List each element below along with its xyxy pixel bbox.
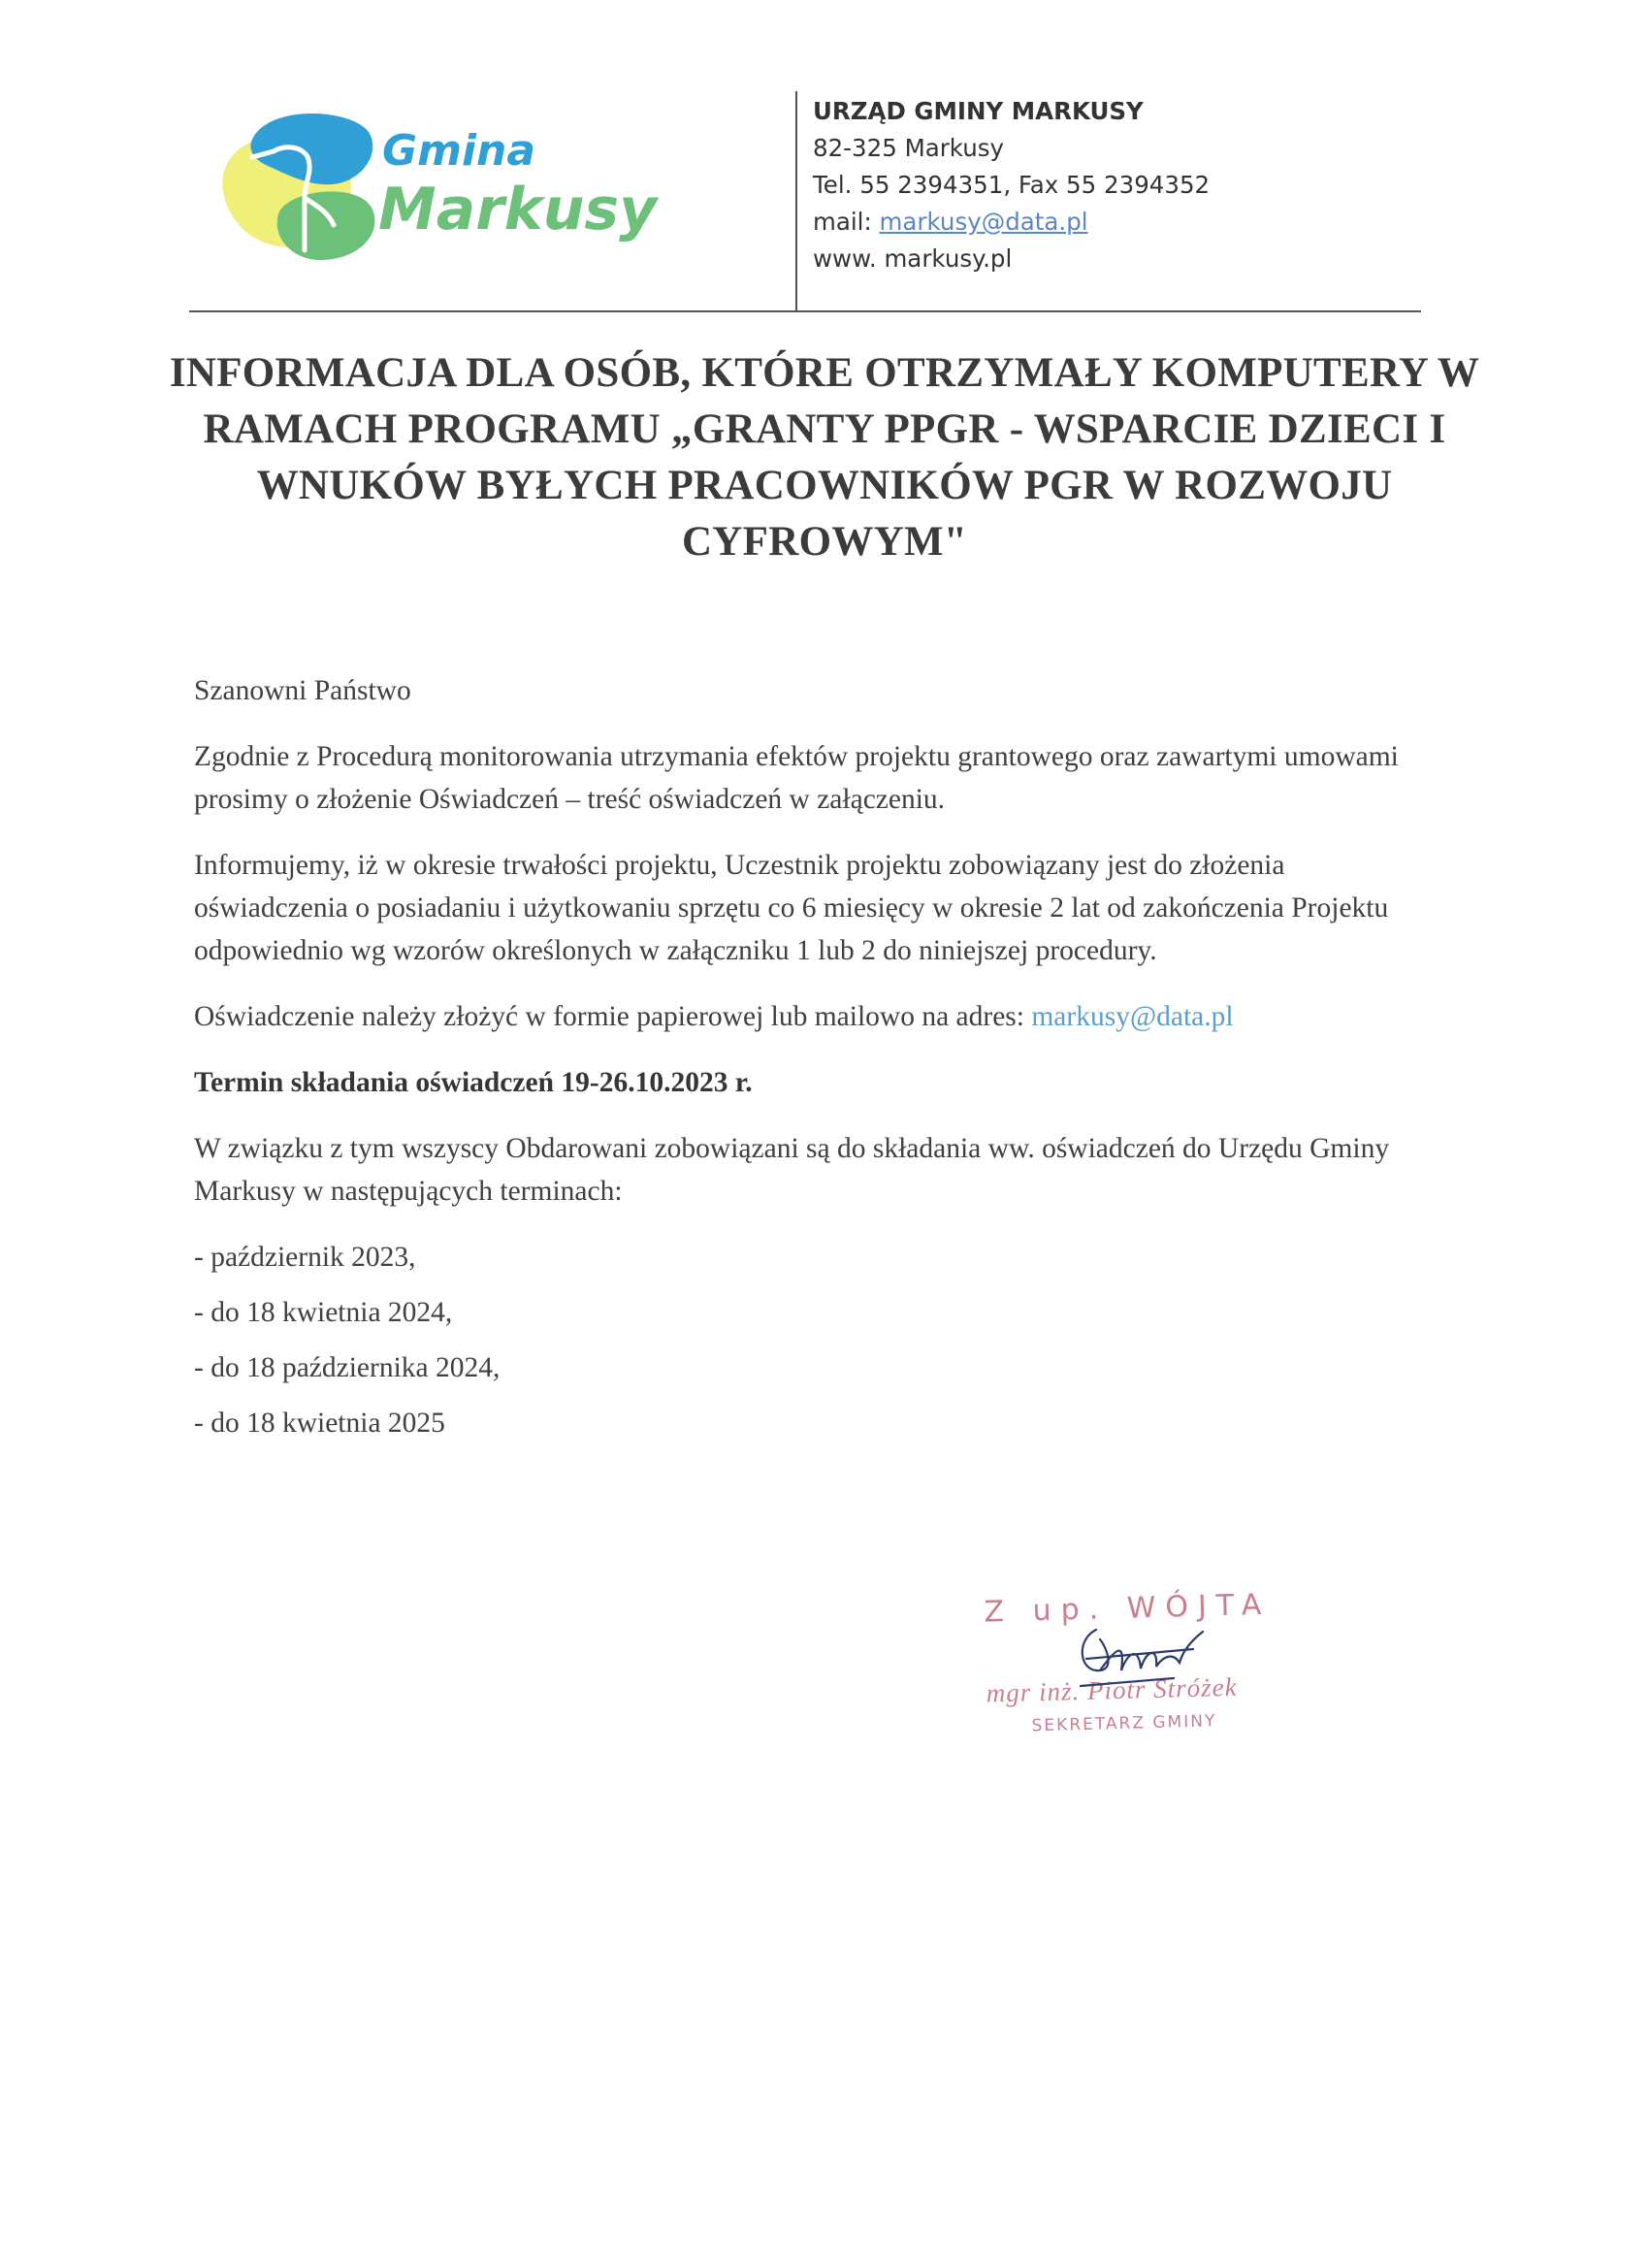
contact-block (813, 93, 1210, 277)
list-item: - do 18 października 2024, (194, 1346, 1406, 1389)
paragraph-procedure: Zgodnie z Procedurą monitorowania utrzymania efektów projektu grantowego oraz zawartymi umowami prosimy o złożenie Oświadczeń – treść oświadczeń w załączeniu. (194, 741, 1399, 815)
paragraph-submission (194, 995, 1406, 1038)
list-item: - do 18 kwietnia 2024, (194, 1291, 1406, 1334)
office-address: 82-325 Markusy (813, 134, 1005, 162)
mail-link[interactable]: markusy@data.pl (879, 208, 1088, 236)
logo-line1: Gmina (382, 126, 536, 176)
submission-text: Oświadczenie należy złożyć w formie papierowej lub mailowo na adres: (194, 1001, 1032, 1032)
gmina-markusy-logo (215, 105, 658, 270)
list-item: - październik 2023, (194, 1236, 1406, 1279)
office-phone: Tel. 55 2394351, Fax 55 2394352 (813, 171, 1211, 199)
office-website: www. markusy.pl (813, 244, 1013, 273)
deadline-notice: Termin składania oświadczeń 19-26.10.2023 r. (194, 1067, 753, 1098)
letter-body (194, 669, 1406, 1457)
header-vertical-divider (795, 91, 797, 310)
office-mail-row (813, 204, 1210, 241)
stork-logo-icon (215, 105, 658, 270)
deadline-list (194, 1236, 1406, 1444)
list-item: - do 18 kwietnia 2025 (194, 1402, 1406, 1444)
submission-email-link[interactable]: markusy@data.pl (1031, 1001, 1234, 1032)
greeting: Szanowni Państwo (194, 675, 411, 706)
stamp-name: mgr inż. Piotr Stróżek (986, 1671, 1239, 1708)
mail-label: mail: (813, 208, 880, 236)
stamp-role: SEKRETARZ GMINY (1031, 1711, 1217, 1736)
handwritten-signature (1057, 1610, 1222, 1698)
paragraph-schedule: W związku z tym wszyscy Obdarowani zobowiązani są do składania ww. oświadczeń do Urzędu Gminy Markusy w następujących terminach: (194, 1133, 1390, 1207)
document-title: INFORMACJA DLA OSÓB, KTÓRE OTRZYMAŁY KOMPUTERY W RAMACH PROGRAMU „GRANTY PPGR - WSPARCIE DZIECI I WNUKÓW BYŁYCH PRACOWNIKÓW PGR W ROZWOJU CYFROWYM" (169, 350, 1480, 565)
office-name: URZĄD GMINY MARKUSY (813, 97, 1144, 125)
header-divider (189, 310, 1421, 312)
stamp-on-behalf: Z up. WÓJTA (984, 1587, 1272, 1630)
paragraph-obligation: Informujemy, iż w okresie trwałości projektu, Uczestnik projektu zobowiązany jest do złożenia oświadczenia o posiadaniu i użytkowaniu sprzętu co 6 miesięcy w okresie 2 lat od zakończenia Projektu odpowiednio wg wzorów określonych w załączniku 1 lub 2 do niniejszej procedury. (194, 850, 1389, 966)
logo-line2: Markusy (378, 176, 658, 243)
